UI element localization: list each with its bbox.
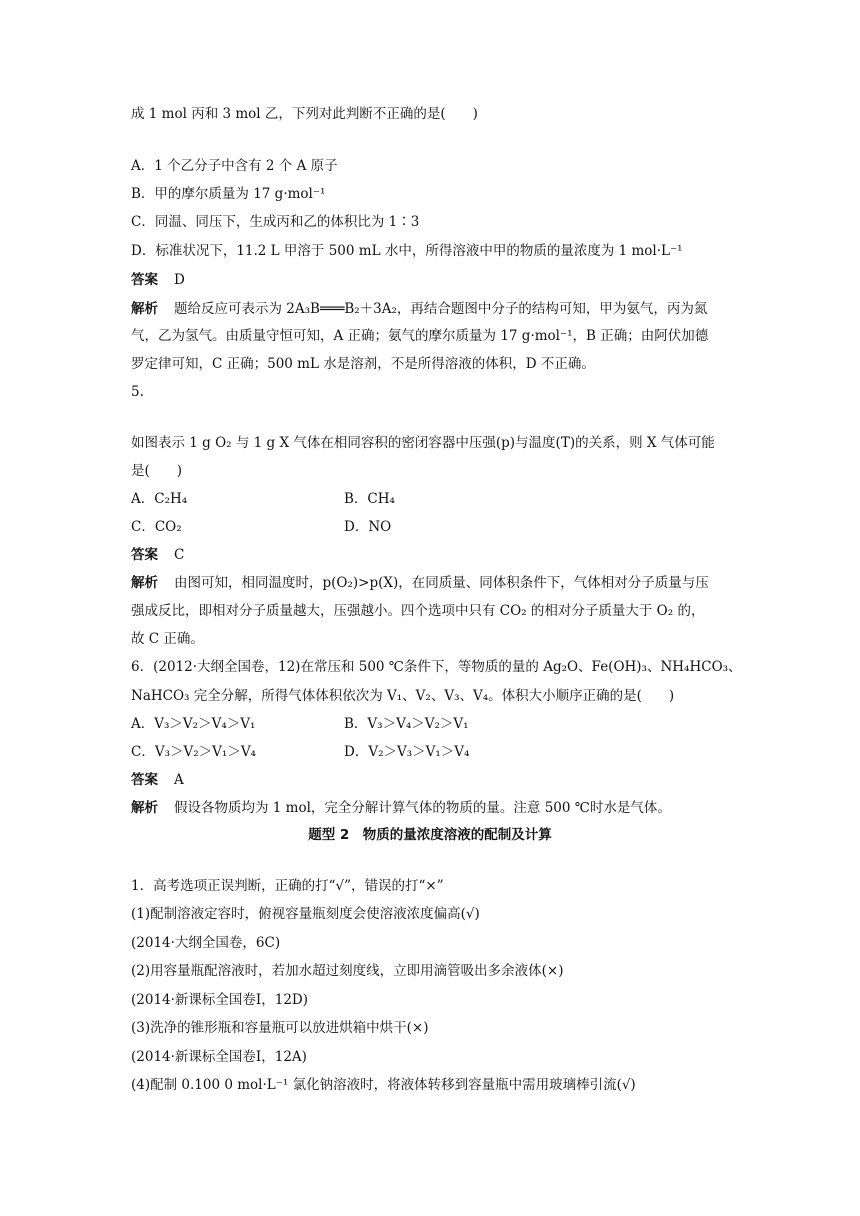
q4-option-d: D．标准状况下，11.2 L 甲溶于 500 mL 水中，所得溶液中甲的物质的量浓度为 1 mol·L⁻¹ <box>131 243 683 259</box>
q4-stem-tail: 成 1 mol 丙和 3 mol 乙，下列对此判断不正确的是( ) <box>131 106 478 122</box>
q4-option-c: C．同温、同压下，生成丙和乙的体积比为 1∶3 <box>131 214 420 230</box>
q5-answer-row <box>131 545 184 565</box>
q5-option-c: C．CO₂ <box>131 519 182 535</box>
s2-line-5: (2014·新课标全国卷Ⅰ，12D) <box>131 992 309 1008</box>
answer-label: 答案 <box>131 547 158 563</box>
q5-option-d: D．NO <box>344 519 392 535</box>
q4-analysis-line-1 <box>131 299 707 319</box>
q5-stem-line-1: 如图表示 1 g O₂ 与 1 g X 气体在相同容积的密闭容器中压强(p)与温度(T)的关系，则 X 气体可能 <box>131 435 715 451</box>
q5-option-a: A．C₂H₄ <box>131 491 188 507</box>
analysis-text: 由图可知，相同温度时，p(O₂)>p(X)，在同质量、同体积条件下，气体相对分子质量与压 <box>174 575 709 591</box>
s2-line-8: (4)配制 0.100 0 mol·L⁻¹ 氯化钠溶液时，将液体转移到容量瓶中需用玻璃棒引流(√) <box>131 1077 636 1093</box>
answer-value: C <box>174 547 185 563</box>
q4-option-a: A．1 个乙分子中含有 2 个 A 原子 <box>131 158 338 174</box>
analysis-text: 题给反应可表示为 2A₃B═══B₂＋3A₂，再结合题图中分子的结构可知，甲为氨气，丙为氮 <box>174 301 708 317</box>
q4-analysis-line-3: 罗定律可知，C 正确；500 mL 水是溶剂，不是所得溶液的体积，D 不正确。 <box>131 356 595 372</box>
analysis-label: 解析 <box>131 800 158 816</box>
q5-analysis-line-1 <box>131 573 709 593</box>
analysis-text: 假设各物质均为 1 mol，完全分解计算气体的物质的量。注意 500 ℃时水是气体。 <box>174 800 671 816</box>
answer-label: 答案 <box>131 272 158 288</box>
answer-value: A <box>174 772 184 788</box>
s2-line-2: (1)配制溶液定容时，俯视容量瓶刻度会使溶液浓度偏高(√) <box>131 906 480 922</box>
q6-stem-line-2: NaHCO₃ 完全分解，所得气体体积依次为 V₁、V₂、V₃、V₄。体积大小顺序正确的是( ) <box>131 688 675 704</box>
q4-answer-row <box>131 270 185 290</box>
q4-analysis-line-2: 气，乙为氢气。由质量守恒可知，A 正确；氨气的摩尔质量为 17 g·mol⁻¹，B 正确；由阿伏加德 <box>131 328 709 344</box>
q6-answer-row <box>131 770 184 790</box>
s2-line-1: 1．高考选项正误判断，正确的打“√”，错误的打“×” <box>131 878 444 894</box>
q6-analysis-line-1 <box>131 798 671 818</box>
analysis-label: 解析 <box>131 575 158 591</box>
s2-line-4: (2)用容量瓶配溶液时，若加水超过刻度线，立即用滴管吸出多余液体(×) <box>131 963 564 979</box>
section-title: 题型 2 物质的量浓度溶液的配制及计算 <box>308 827 552 843</box>
q6-option-b: B．V₃＞V₄＞V₂＞V₁ <box>344 716 469 732</box>
s2-line-6: (3)洗净的锥形瓶和容量瓶可以放进烘箱中烘干(×) <box>131 1020 429 1036</box>
s2-line-3: (2014·大纲全国卷，6C) <box>131 935 281 951</box>
q5-number: 5. <box>131 384 144 400</box>
q5-analysis-line-2: 强成反比，即相对分子质量越大，压强越小。四个选项中只有 CO₂ 的相对分子质量大于 O₂ 的， <box>131 603 705 619</box>
analysis-label: 解析 <box>131 301 158 317</box>
q6-option-a: A．V₃＞V₂＞V₄＞V₁ <box>131 716 256 732</box>
q6-option-d: D．V₂＞V₃＞V₁＞V₄ <box>344 744 470 760</box>
s2-line-7: (2014·新课标全国卷Ⅰ，12A) <box>131 1049 307 1065</box>
q5-option-b: B．CH₄ <box>344 491 395 507</box>
q5-stem-line-2: 是( ) <box>131 463 183 479</box>
q6-option-c: C．V₃＞V₂＞V₁＞V₄ <box>131 744 256 760</box>
answer-value: D <box>174 272 185 288</box>
q5-analysis-line-3: 故 C 正确。 <box>131 631 204 647</box>
q6-stem-line-1: 6．(2012·大纲全国卷，12)在常压和 500 ℃条件下，等物质的量的 Ag₂O、Fe(OH)₃、NH₄HCO₃、 <box>131 659 742 675</box>
q4-option-b: B．甲的摩尔质量为 17 g·mol⁻¹ <box>131 186 326 202</box>
answer-label: 答案 <box>131 772 158 788</box>
